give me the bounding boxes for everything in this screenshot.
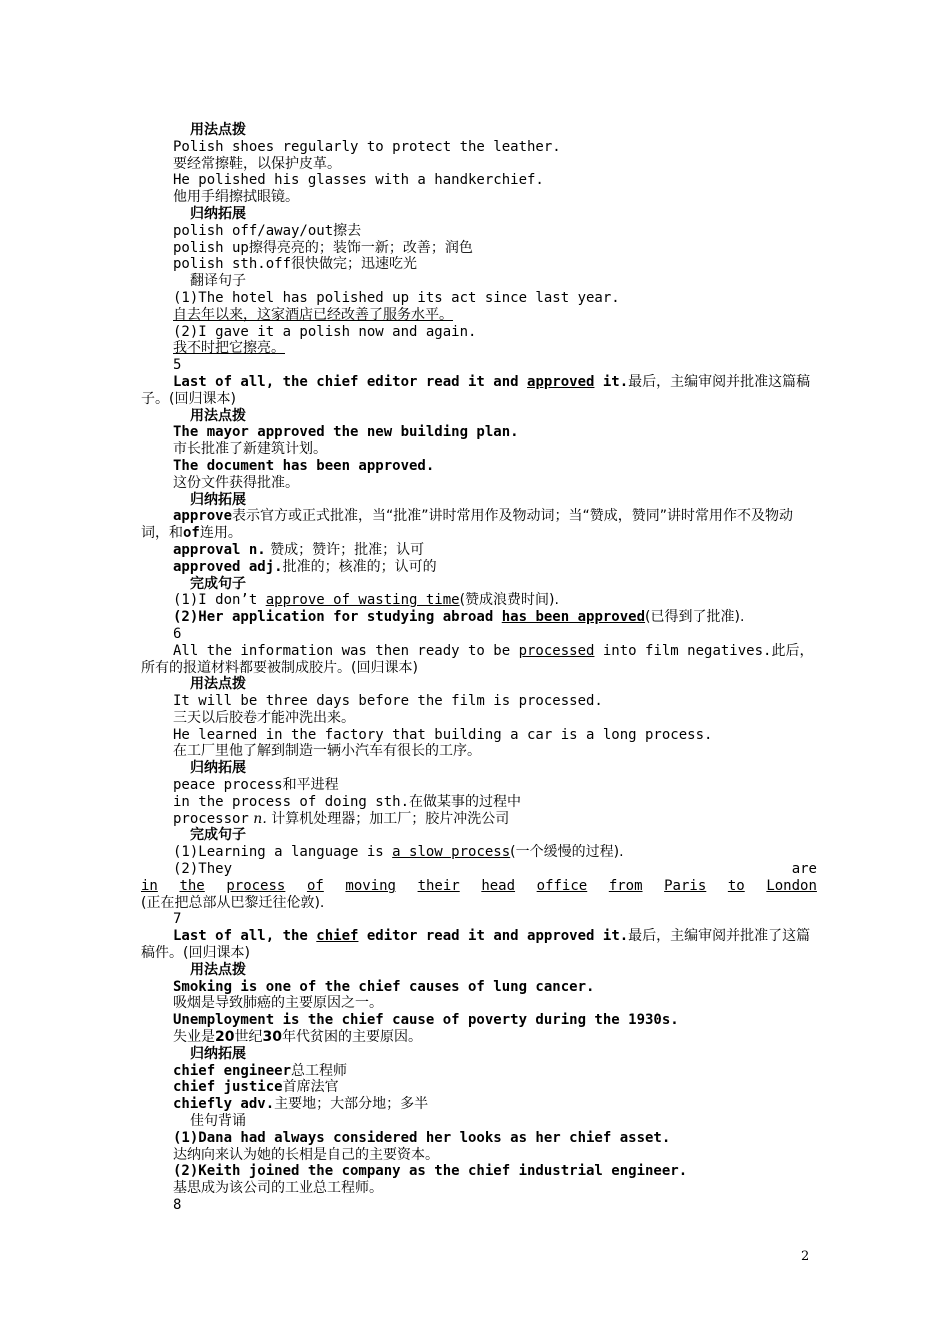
translate-answer: 我不时把它擦亮。 (173, 340, 285, 357)
example-en: He polished his glasses with a handkerchief. (173, 172, 544, 189)
usage-header: 用法点拨 (190, 961, 246, 978)
phrase-item: peace process和平进程 (173, 777, 339, 794)
phrase-item: in the process of doing sth.在做某事的过程中 (173, 793, 522, 810)
item-number: 5 (173, 357, 182, 374)
example-cn: 他用手绢擦拭眼镜。 (173, 189, 299, 206)
recite-header: 佳句背诵 (190, 1113, 246, 1130)
example-cn: 吸烟是导致肺癌的主要原因之一。 (173, 995, 383, 1012)
item-number: 8 (173, 1197, 182, 1213)
phrase-item: chiefly adv.主要地；大部分地；多半 (173, 1096, 429, 1113)
key-sentence: All the information was then ready to be processed into film negatives.此后，所有的报道材料都要被制成胶片。(回归课本) (141, 642, 814, 676)
phrase-item: polish sth.off很快做完；迅速吃光 (173, 256, 418, 273)
example-en: The mayor approved the new building plan. (173, 424, 519, 441)
item-number: 6 (173, 625, 182, 642)
complete-sentence: (2)Her application for studying abroad has been approved(已得到了批准). (173, 609, 745, 626)
expand-header: 归纳拓展 (190, 205, 246, 222)
recite-sentence: (2)Keith joined the company as the chief industrial engineer. (173, 1163, 688, 1180)
complete-sentence-cn: (正在把总部从巴黎迁往伦敦). (141, 894, 325, 911)
translate-answer: 自去年以来，这家酒店已经改善了服务水平。 (173, 306, 453, 323)
complete-header: 完成句子 (190, 827, 246, 844)
complete-sentence-line: (2)They are (173, 861, 817, 878)
usage-header: 用法点拨 (190, 676, 246, 693)
expand-header: 归纳拓展 (190, 491, 246, 508)
translate-header: 翻译句子 (190, 273, 246, 290)
key-sentence: Last of all, the chief editor read it and approved it.最后，主编审阅并批准了这篇稿件。(回归课本) (141, 928, 811, 962)
phrase-item: chief engineer总工程师 (173, 1062, 348, 1079)
example-cn: 这份文件获得批准。 (173, 474, 299, 491)
example-en: It will be three days before the film is processed. (173, 693, 603, 710)
example-en: Unemployment is the chief cause of poverty during the 1930s. (173, 1012, 679, 1029)
recite-cn: 基思成为该公司的工业总工程师。 (173, 1180, 383, 1197)
key-word: processed (518, 642, 595, 659)
example-en: Polish shoes regularly to protect the leather. (173, 138, 561, 155)
phrase-item: processor n. 计算机处理器；加工厂；胶片冲洗公司 (173, 810, 510, 827)
example-cn: 要经常擦鞋，以保护皮革。 (173, 155, 341, 172)
example-cn: 在工厂里他了解到制造一辆小汽车有很长的工序。 (173, 743, 481, 760)
example-cn: 失业是20世纪30年代贫困的主要原因。 (173, 1029, 422, 1046)
word-form: approved adj.批准的；核准的；认可的 (173, 558, 437, 575)
document-body (141, 122, 817, 1214)
key-sentence: Last of all, the chief editor read it and approved it.最后，主编审阅并批准这篇稿子。(回归课本) (141, 373, 811, 407)
complete-sentence: (1)I don’t approve of wasting time(赞成浪费时间). (173, 592, 559, 609)
usage-header: 用法点拨 (190, 407, 246, 424)
expand-header: 归纳拓展 (190, 1045, 246, 1062)
usage-header: 用法点拨 (190, 122, 246, 138)
example-en: The document has been approved. (173, 457, 435, 474)
phrase-item: chief justice首席法官 (173, 1079, 339, 1096)
word-form: approval n. 赞成；赞许；批准；认可 (173, 541, 425, 558)
usage-note: approve表示官方或正式批准，当“批准”讲时常用作及物动词；当“赞成，赞同”讲时常用作不及物动词，和of连用。 (141, 508, 794, 542)
item-number: 7 (173, 911, 182, 928)
expand-header: 归纳拓展 (190, 760, 246, 777)
complete-header: 完成句子 (190, 575, 246, 592)
example-cn: 市长批准了新建筑计划。 (173, 441, 327, 458)
key-word: approved (527, 373, 595, 390)
translate-sentence: (1)The hotel has polished up its act since last year. (173, 289, 620, 306)
example-en: Smoking is one of the chief causes of lung cancer. (173, 978, 595, 995)
phrase-item: polish off/away/out擦去 (173, 222, 362, 239)
recite-sentence: (1)Dana had always considered her looks as her chief asset. (173, 1129, 671, 1146)
complete-sentence: (1)Learning a language is a slow process(一个缓慢的过程). (173, 844, 624, 861)
recite-cn: 达纳向来认为她的长相是自己的主要资本。 (173, 1146, 439, 1163)
example-cn: 三天以后胶卷才能冲洗出来。 (173, 709, 355, 726)
example-en: He learned in the factory that building a car is a long process. (173, 726, 713, 743)
key-word: chief (316, 928, 359, 945)
page-number: 2 (801, 1249, 810, 1264)
phrase-item: polish up擦得亮亮的；装饰一新；改善；润色 (173, 239, 473, 256)
translate-sentence: (2)I gave it a polish now and again. (173, 323, 477, 340)
complete-sentence-answer: in the process of moving their head office from Paris to London (141, 877, 817, 894)
